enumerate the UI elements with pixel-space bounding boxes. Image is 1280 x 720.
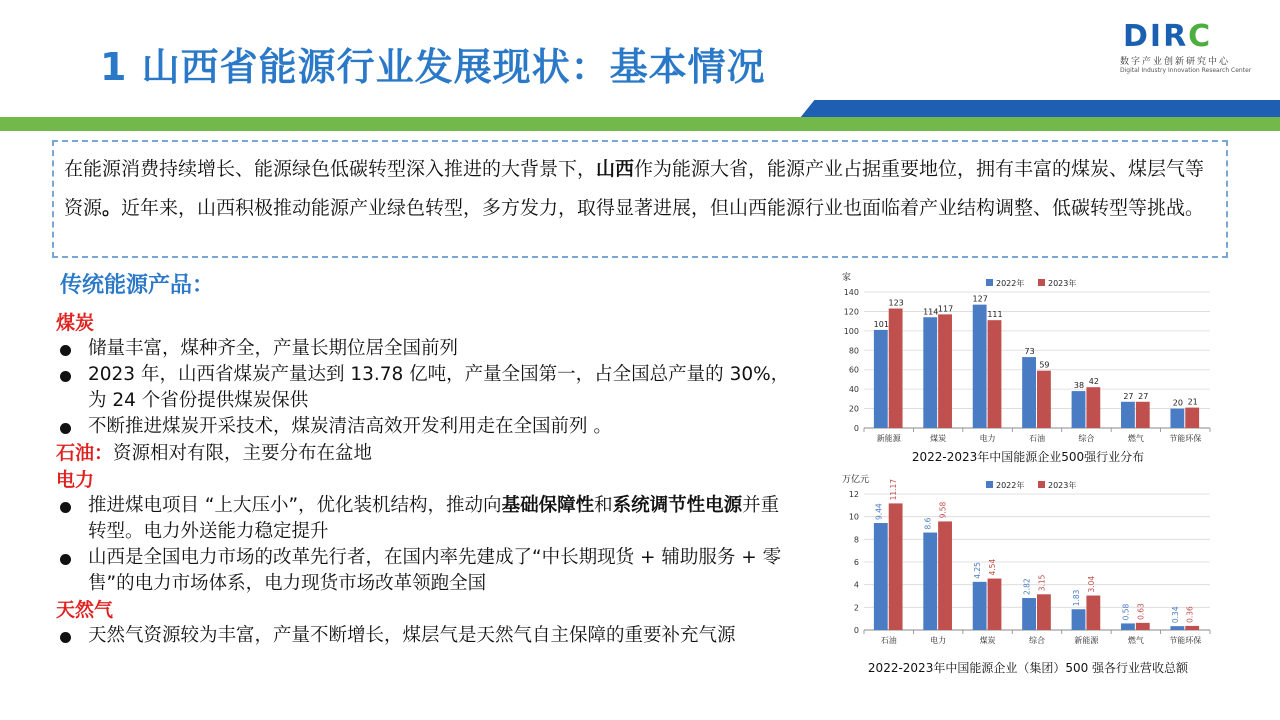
bar (988, 579, 1002, 630)
bar (1185, 626, 1199, 630)
y-tick-label: 10 (848, 512, 859, 522)
power-bullet-2: 山西是全国电力市场的改革先行者，在国内率先建成了“中长期现货 + 辅助服务 + 零售”的电力市场体系，电力现货市场改革领跑全国 (56, 545, 796, 597)
bar (923, 533, 937, 630)
legend-swatch (986, 481, 993, 488)
bar (1121, 623, 1135, 630)
bar (1170, 409, 1184, 428)
bar (973, 582, 987, 630)
data-label: 1.83 (1072, 589, 1082, 607)
coal-bullet-3: 不断推进煤炭开采技术，煤炭清洁高效开发利用走在全国前列 。 (56, 414, 796, 440)
x-tick-label: 石油 (880, 636, 897, 645)
x-tick-label: 新能源 (1074, 636, 1099, 645)
legend-entry: 2022年 (996, 279, 1025, 288)
coal-bullet-1: 储量丰富，煤种齐全，产量长期位居全国前列 (56, 336, 796, 362)
power-bullet-1: 推进煤电项目 “上大压小”，优化装机结构，推动向基础保障性和系统调节性电源并重转型。电力外送能力稳定提升 (56, 493, 796, 545)
data-label: 0.58 (1121, 603, 1131, 621)
bar (1072, 609, 1086, 630)
data-label: 38 (1073, 381, 1085, 391)
bar (1136, 402, 1150, 428)
data-label: 27 (1138, 391, 1149, 401)
data-label: 123 (888, 298, 904, 308)
coal-heading: 煤炭 (56, 312, 95, 334)
data-label: 73 (1024, 347, 1035, 357)
y-tick-label: 20 (848, 404, 859, 414)
y-tick-label: 12 (848, 490, 859, 499)
data-label: 2.82 (1022, 578, 1032, 596)
data-label: 9.58 (938, 501, 948, 519)
chart-industry-revenue (836, 468, 1220, 648)
data-label: 9.44 (874, 503, 884, 521)
x-tick-label: 节能环保 (1169, 636, 1202, 645)
y-tick-label: 60 (848, 365, 859, 375)
data-label: 114 (923, 307, 939, 317)
oil-line: 石油：资源相对有限，主要分布在盆地 (56, 442, 373, 464)
y-axis-unit: 万亿元 (842, 475, 870, 485)
gas-heading: 天然气 (56, 599, 114, 621)
chart2-caption: 2022-2023年中国能源企业（集团）500 强各行业营收总额 (867, 661, 1189, 675)
bar (874, 330, 888, 428)
data-label: 20 (1172, 398, 1183, 408)
data-label: 101 (873, 319, 889, 329)
bar (938, 314, 952, 428)
data-label: 0.36 (1185, 606, 1195, 623)
bar (1037, 594, 1051, 630)
bar (973, 305, 987, 428)
data-label: 8.6 (923, 517, 933, 530)
data-label: 3.04 (1086, 575, 1096, 593)
dirc-logo: DIRC 数字产业创新研究中心 Digital Industry Innovation Research Center (1120, 19, 1252, 74)
power-heading: 电力 (56, 469, 95, 491)
x-tick-label: 石油 (1029, 434, 1045, 443)
bar (938, 521, 952, 630)
bar (1136, 623, 1150, 630)
x-tick-label: 新能源 (876, 434, 901, 443)
data-label: 21 (1187, 397, 1198, 407)
header-band-green (0, 117, 1280, 131)
y-tick-label: 0 (853, 424, 859, 433)
coal-bullet-2: 2023 年，山西省煤炭产量达到 13.78 亿吨，产量全国第一，占全国总产量的 30%，为 24 个省份提供煤炭保供 (56, 362, 796, 414)
y-tick-label: 40 (848, 385, 859, 395)
data-label: 3.15 (1037, 574, 1047, 592)
page-title: 1 山西省能源行业发展现状：基本情况 (100, 45, 766, 89)
x-tick-label: 煤炭 (930, 434, 947, 443)
chart-enterprise-distribution (836, 266, 1220, 446)
x-tick-label: 综合 (1078, 434, 1095, 443)
bar (1022, 598, 1036, 630)
x-tick-label: 电力 (930, 636, 947, 645)
y-tick-label: 80 (848, 346, 859, 356)
bar (889, 503, 903, 630)
bar (1072, 391, 1086, 428)
bar (988, 320, 1002, 428)
y-tick-label: 100 (843, 326, 859, 336)
data-label: 0.63 (1136, 603, 1146, 620)
bar (874, 523, 888, 630)
data-label: 127 (972, 294, 988, 304)
legend-swatch (986, 279, 993, 286)
bar (1022, 357, 1036, 428)
y-tick-label: 6 (853, 558, 859, 567)
chart1-caption: 2022-2023年中国能源企业500强行业分布 (911, 450, 1145, 464)
x-tick-label: 节能环保 (1169, 434, 1202, 443)
x-tick-label: 综合 (1029, 636, 1045, 645)
data-label: 59 (1039, 360, 1050, 370)
energy-products-list (56, 310, 796, 649)
data-label: 0.34 (1170, 606, 1180, 624)
y-tick-label: 0 (853, 626, 859, 635)
x-tick-label: 燃气 (1127, 434, 1144, 443)
bar (1121, 402, 1135, 428)
legend-entry: 2023年 (1048, 481, 1077, 490)
intro-box: 在能源消费持续增长、能源绿色低碳转型深入推进的大背景下，山西作为能源大省，能源产业占据重要地位，拥有丰富的煤炭、煤层气等资源。近年来，山西积极推动能源产业绿色转型，多方发力，取得显著进展，但山西能源行业也面临着产业结构调整、低碳转型等挑战。 (52, 140, 1228, 258)
x-tick-label: 电力 (979, 434, 996, 443)
y-tick-label: 8 (853, 535, 859, 545)
x-tick-label: 燃气 (1127, 636, 1144, 645)
bar (889, 309, 903, 428)
y-tick-label: 120 (843, 307, 859, 317)
gas-bullet-1: 天然气资源较为丰富，产量不断增长，煤层气是天然气自主保障的重要补充气源 (56, 623, 796, 649)
legend-swatch (1038, 279, 1045, 286)
legend-entry: 2022年 (996, 481, 1025, 490)
section-title: 传统能源产品： (60, 273, 215, 298)
legend-swatch (1038, 481, 1045, 488)
bar (1086, 596, 1100, 630)
data-label: 111 (987, 310, 1003, 320)
bar (923, 317, 937, 428)
data-label: 42 (1088, 377, 1099, 387)
y-tick-label: 140 (843, 288, 859, 297)
data-label: 4.25 (973, 562, 983, 579)
legend-entry: 2023年 (1048, 279, 1077, 288)
data-label: 11.17 (889, 478, 899, 501)
bar (1086, 387, 1100, 428)
bar (1170, 626, 1184, 630)
data-label: 4.54 (987, 558, 997, 576)
bar (1185, 408, 1199, 428)
x-tick-label: 煤炭 (979, 636, 996, 645)
bar (1037, 371, 1051, 428)
y-tick-label: 4 (853, 580, 859, 590)
data-label: 117 (937, 304, 954, 314)
data-label: 27 (1123, 391, 1134, 401)
y-tick-label: 2 (853, 603, 859, 613)
y-axis-unit: 家 (842, 273, 852, 283)
header-band-blue (800, 100, 1280, 118)
